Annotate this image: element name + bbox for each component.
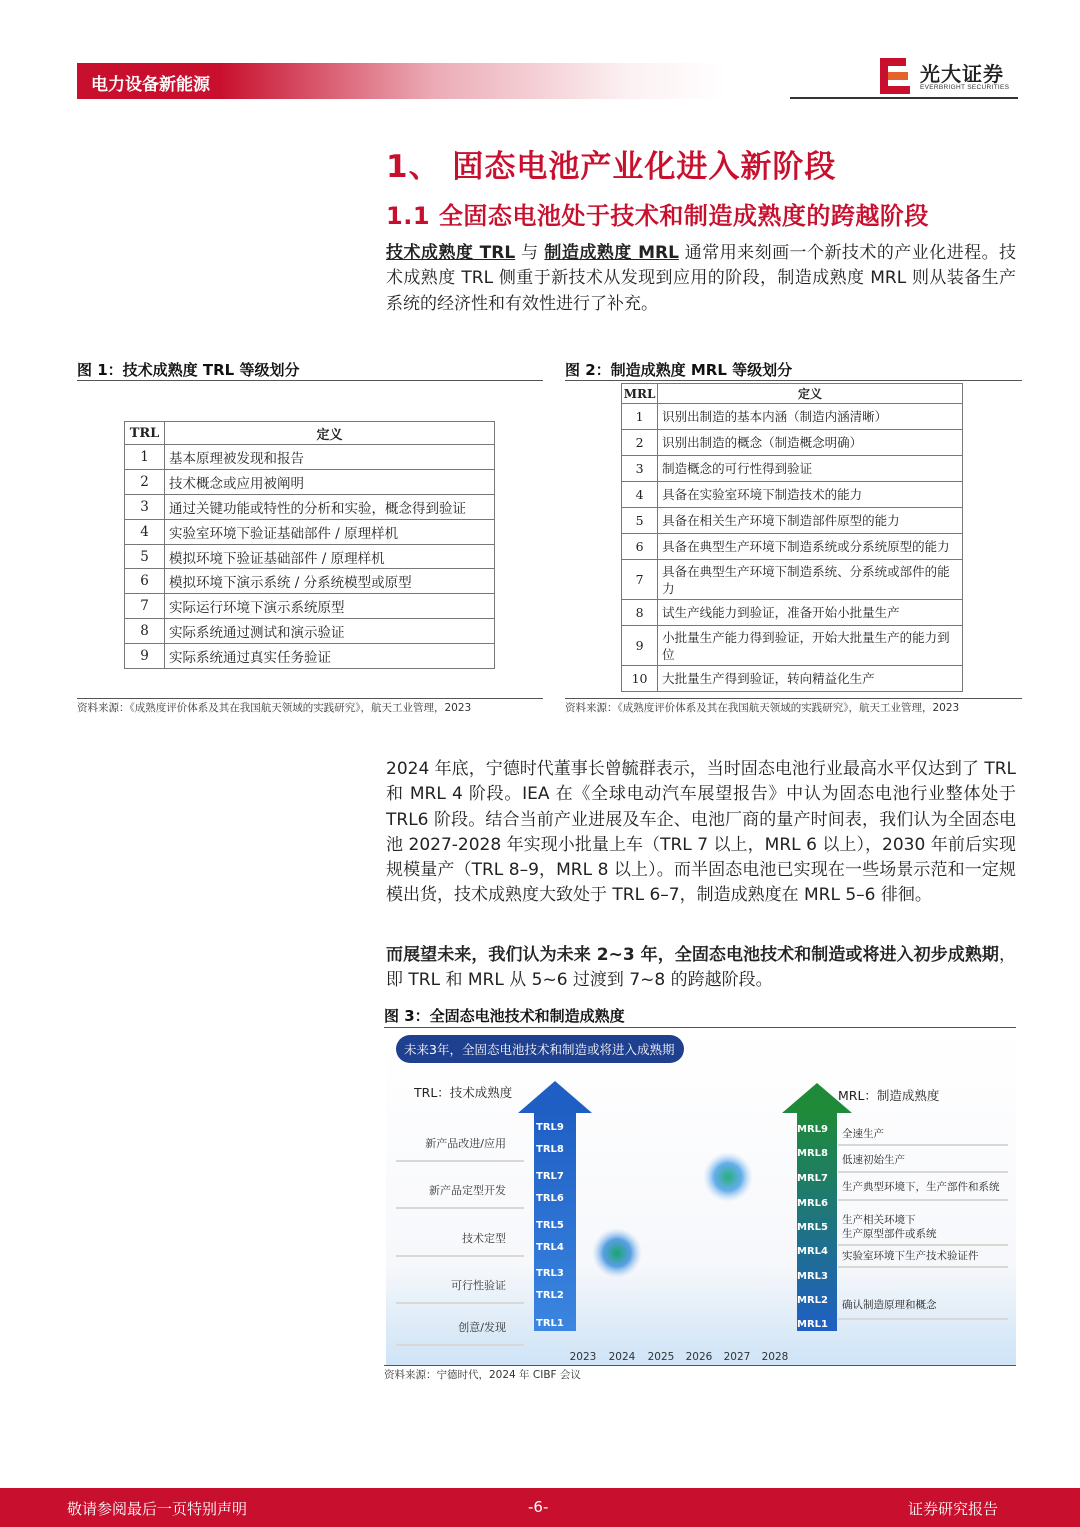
mrl-row: [622, 508, 963, 534]
mrl-level-label: MRL5: [797, 1222, 828, 1233]
fig3-rule: [384, 1027, 1016, 1028]
trl-stage-label: 创意/发现: [458, 1321, 506, 1334]
mrl-row: [622, 560, 963, 600]
section-title: 电力设备新能源: [91, 75, 210, 95]
trl-definition: 实际系统通过真实任务验证: [165, 644, 495, 669]
trl-row: [125, 569, 495, 594]
mrl-definition: 识别出制造的基本内涵（制造内涵清晰）: [658, 404, 963, 430]
fig3-banner-text: 未来3年，全固态电池技术和制造或将进入成熟期: [404, 1042, 675, 1057]
trl-definition: 通过关键功能或特性的分析和实验，概念得到验证: [165, 494, 495, 519]
trl-row: [125, 469, 495, 494]
intro-paragraph: [386, 241, 1016, 317]
trl-level: 9: [125, 644, 165, 669]
footer-disclaimer: 敬请参阅最后一页特别声明: [67, 1500, 248, 1518]
maturity-chart: [386, 1031, 1016, 1365]
trl-definition: 技术概念或应用被阐明: [165, 469, 495, 494]
year-tick-label: 2023: [569, 1351, 597, 1363]
mrl-level-label: MRL1: [797, 1319, 828, 1330]
mrl-definition: 具备在实验室环境下制造技术的能力: [658, 482, 963, 508]
fig2-source: 资料来源：《成熟度评价体系及其在我国航天领域的实践研究》，航天工业管理，2023: [565, 702, 960, 714]
trl-definition: 实际运行环境下演示系统原型: [165, 594, 495, 619]
fig2-title: 图 2：制造成熟度 MRL 等级划分: [565, 361, 793, 379]
trl-term: 技术成熟度 TRL: [386, 243, 516, 263]
mrl-definition: 具备在典型生产环境下制造系统、分系统或部件的能力: [658, 560, 963, 600]
trl-level: 8: [125, 619, 165, 644]
fig1-source: 资料来源：《成熟度评价体系及其在我国航天领域的实践研究》，航天工业管理，2023: [77, 702, 472, 714]
logo-name: 光大证券: [920, 62, 1004, 86]
page-number: -6-: [528, 1498, 549, 1516]
company-logo: [878, 56, 1018, 96]
mrl-row: [622, 430, 963, 456]
fig1-bottom-rule: [77, 698, 543, 699]
intro-rest: 通常用来刻画一个新技术的产业化进程。技术成熟度 TRL 侧重于新技术从发现到应用的阶段，制造成熟度 MRL 则从装备生产系统的经济性和有效性进行了补充。: [386, 243, 1017, 314]
mrl-row: [622, 626, 963, 666]
mrl-level-label: MRL6: [797, 1198, 828, 1209]
trl-row: [125, 519, 495, 544]
fig3-bottom-rule: [384, 1365, 1016, 1366]
mrl-level: 9: [622, 626, 658, 666]
trl-stage-label: 新产品定型开发: [429, 1184, 506, 1197]
trl-level: 6: [125, 569, 165, 594]
trl-stage-label: 可行性验证: [451, 1279, 506, 1292]
maturity-chart-svg: [386, 1031, 1016, 1365]
trl-def-header: 定义: [165, 422, 495, 445]
mrl-definition: 小批量生产能力得到验证，开始大批量生产的能力到位: [658, 626, 963, 666]
trl-level: 1: [125, 445, 165, 470]
logo-english: EVERBRIGHT SECURITIES: [920, 84, 1010, 91]
mrl-stage-label: 生产相关环境下: [842, 1214, 916, 1226]
trl-level-label: TRL4: [536, 1242, 564, 1253]
trl-row: [125, 594, 495, 619]
mrl-stage-label: 生产原型部件或系统: [842, 1228, 937, 1240]
trl-arrow-head: [518, 1081, 592, 1113]
trl-level: 3: [125, 494, 165, 519]
mrl-definition: 试生产线能力到验证，准备开始小批量生产: [658, 600, 963, 626]
page-footer: [0, 1488, 1080, 1527]
mrl-level: 3: [622, 456, 658, 482]
mrl-level-label: MRL3: [797, 1271, 828, 1282]
mrl-col-header: MRL: [622, 384, 658, 404]
trl-row: [125, 445, 495, 470]
trl-table-header: [125, 422, 495, 445]
mrl-level: 7: [622, 560, 658, 600]
mrl-level: 8: [622, 600, 658, 626]
mrl-row: [622, 482, 963, 508]
trl-definition: 模拟环境下验证基础部件 / 原理样机: [165, 544, 495, 569]
trl-definition: 模拟环境下演示系统 / 分系统模型或原型: [165, 569, 495, 594]
mrl-table: [621, 383, 963, 692]
section-banner: [77, 63, 727, 99]
trl-stage-label: 技术定型: [462, 1232, 506, 1245]
footer-report-type: 证券研究报告: [908, 1500, 999, 1518]
mrl-table-header: [622, 384, 963, 404]
trl-stage-label: 新产品改进/应用: [425, 1137, 506, 1150]
trl-level-label: TRL7: [536, 1171, 564, 1182]
trl-level-label: TRL2: [536, 1290, 564, 1301]
year-tick-label: 2024: [608, 1351, 636, 1363]
mrl-term: 制造成熟度 MRL: [544, 243, 679, 263]
mrl-definition: 大批量生产得到验证，转向精益化生产: [658, 666, 963, 692]
trl-axis-title: TRL：技术成熟度: [414, 1085, 513, 1100]
intro-and: 与: [521, 243, 539, 263]
header-rule: [790, 97, 1018, 99]
mrl-row: [622, 456, 963, 482]
trl-level-label: TRL1: [536, 1318, 564, 1329]
heading-2: 1.1 全固态电池处于技术和制造成熟度的跨越阶段: [386, 202, 929, 230]
mrl-row: [622, 534, 963, 560]
trl-level-label: TRL8: [536, 1144, 564, 1155]
mrl-stage-label: 全速生产: [842, 1128, 884, 1140]
analysis-paragraph: 2024 年底，宁德时代董事长曾毓群表示，当时固态电池行业最高水平仅达到了 TRL 和 MRL 4 阶段。IEA 在《全球电动汽车展望报告》中认为固态电池行业整体处于 TRL6 阶段。结合当前产业进展及车企、电池厂商的量产时间表，我们认为全固态电池 2027-2028 年实现小批量上车（TRL 7 以上，MRL 6 以上），2030 年前后实现规模量产（TRL 8–9，MRL 8 以上）。而半固态电池已实现在一些场景示范和一定规模出货，技术成熟度大致处于 TRL 6–7，制造成熟度在 MRL 5–6 徘徊。: [386, 759, 1016, 906]
everbright-logo-icon: [878, 56, 914, 96]
mrl-row: [622, 600, 963, 626]
mrl-level: 1: [622, 404, 658, 430]
trl-row: [125, 544, 495, 569]
mrl-level: 6: [622, 534, 658, 560]
outlook-rest: ，即 TRL 和 MRL 从 5~6 过渡到 7~8 的跨越阶段。: [386, 945, 1016, 991]
mrl-level: 2: [622, 430, 658, 456]
mrl-stage-label: 低速初始生产: [842, 1154, 905, 1166]
mrl-level-label: MRL8: [797, 1148, 828, 1159]
trl-level: 4: [125, 519, 165, 544]
trl-table: [124, 421, 495, 669]
mrl-level-label: MRL2: [797, 1295, 828, 1306]
year-tick-label: 2025: [647, 1351, 675, 1363]
mrl-row: [622, 404, 963, 430]
mrl-definition: 识别出制造的概念（制造概念明确）: [658, 430, 963, 456]
mrl-def-header: 定义: [658, 384, 963, 404]
mrl-level-label: MRL4: [797, 1246, 828, 1257]
heading-1: 1、 固态电池产业化进入新阶段: [386, 149, 837, 185]
mrl-level: 10: [622, 666, 658, 692]
trl-level-label: TRL3: [536, 1268, 564, 1279]
fig2-rule: [565, 380, 1022, 381]
trl-level-label: TRL5: [536, 1220, 564, 1231]
trl-level-label: TRL9: [536, 1122, 564, 1133]
mrl-stage-label: 确认制造原理和概念: [842, 1299, 937, 1311]
mrl-level: 4: [622, 482, 658, 508]
outlook-paragraph: [386, 943, 1016, 994]
year-tick-label: 2028: [761, 1351, 789, 1363]
fig3-source: 资料来源：宁德时代，2024 年 CIBF 会议: [384, 1369, 581, 1381]
mrl-definition: 具备在典型生产环境下制造系统或分系统原型的能力: [658, 534, 963, 560]
trl-definition: 实际系统通过测试和演示验证: [165, 619, 495, 644]
year-tick-label: 2026: [685, 1351, 713, 1363]
mrl-level-label: MRL9: [797, 1124, 828, 1135]
trl-row: [125, 494, 495, 519]
mrl-definition: 制造概念的可行性得到验证: [658, 456, 963, 482]
maturity-point-2026: [703, 1152, 753, 1202]
outlook-bold: 而展望未来，我们认为未来 2~3 年，全固态电池技术和制造或将进入初步成熟期: [386, 945, 999, 965]
trl-col-header: TRL: [125, 422, 165, 445]
trl-definition: 实验室环境下验证基础部件 / 原理样机: [165, 519, 495, 544]
fig2-bottom-rule: [565, 698, 1022, 699]
trl-level: 2: [125, 469, 165, 494]
trl-row: [125, 619, 495, 644]
mrl-stage-label: 生产典型环境下，生产部件和系统: [842, 1181, 1000, 1193]
mrl-row: [622, 666, 963, 692]
trl-level: 7: [125, 594, 165, 619]
mrl-level: 5: [622, 508, 658, 534]
fig3-title: 图 3：全固态电池技术和制造成熟度: [384, 1007, 625, 1025]
trl-definition: 基本原理被发现和报告: [165, 445, 495, 470]
mrl-axis-title: MRL：制造成熟度: [838, 1088, 940, 1103]
trl-row: [125, 644, 495, 669]
mrl-definition: 具备在相关生产环境下制造部件原型的能力: [658, 508, 963, 534]
year-tick-label: 2027: [723, 1351, 751, 1363]
trl-level-label: TRL6: [536, 1193, 564, 1204]
fig1-rule: [77, 380, 543, 381]
trl-level: 5: [125, 544, 165, 569]
mrl-stage-label: 实验室环境下生产技术验证件: [842, 1250, 979, 1262]
fig1-title: 图 1：技术成熟度 TRL 等级划分: [77, 361, 300, 379]
mrl-level-label: MRL7: [797, 1173, 828, 1184]
maturity-point-2024: [592, 1228, 642, 1278]
